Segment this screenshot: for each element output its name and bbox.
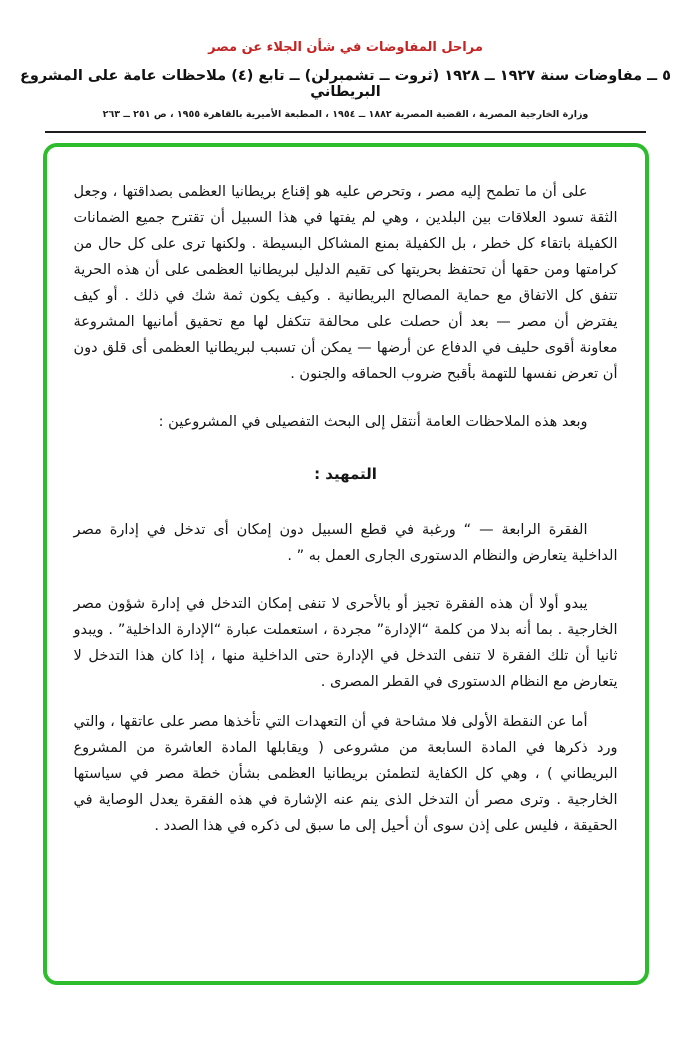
body-paragraph: على أن ما تطمح إليه مصر ، وتحرص عليه هو إقناع بريطانيا العظمى بصداقتها ، وجعل الثقة تسود العلاقات بين البلدين ، وهي لم يفتها في هذا السبيل أن تقترح جميع الضمانات الكفيلة باتقاء كل خطر ، بل الكفيلة بمنع المشاكل البسيطة . ولكنها ترى على كل حال من كرامتها ومن حقها أن تحتفظ بحريتها كى تقيم الدليل لبريطانيا العظمى على أن هذه الحرية تتفق كل الاتفاق مع حماية المصالح البريطانية . وكيف يكون ثمة شك في ذلك . أو كيف يفترض أن مصر — بعد أن حصلت على محالفة تتكفل لها مع تحقيق أمانيها المشروعة معاونة أقوى حليف في الدفاع عن أرضها — يمكن أن تسبب لبريطانيا العظمى أى قلق دون أن تعرض نفسها للتهمة بأقبح ضروب الحماقه والجنون . [73,184,618,382]
page-title: مراحل المفاوضات في شأن الجلاء عن مصر [208,40,483,55]
header-divider [45,131,646,133]
source-citation: وزارة الخارجية المصرية ، القضية المصرية ١٨٨٢ ــ ١٩٥٤ ، المطبعة الأميرية بالقاهرة ١٩٥٥ ، ص ٢٥١ ــ ٢٦٣ [102,109,589,120]
document-header [0,0,691,133]
body-paragraph: الفقرة الرابعة — “ ورغبة في قطع السبيل دون إمكان أى تدخل في إدارة مصر الداخلية يتعارض والنظام الدستورى الجارى العمل به ” . [73,522,618,564]
body-paragraph: وبعد هذه الملاحظات العامة أنتقل إلى البحث التفصيلى في المشروعين : [158,414,588,430]
scanned-text-frame [43,143,649,985]
page-subtitle: ٥ ــ مفاوضات سنة ١٩٢٧ ــ ١٩٢٨ (ثروت ــ تشمبرلن) ــ تابع (٤) ملاحظات عامة على المشروع البريطاني [19,68,671,100]
section-heading: التمهيد : [314,465,377,483]
body-paragraph: يبدو أولا أن هذه الفقرة تجيز أو بالأحرى لا تنفى إمكان التدخل في إدارة شؤون مصر الخارجية . بما أنه بدلا من كلمة “الإدارة” مجردة ، استعملت عبارة “الإدارة الداخلية” . ويبدو ثانيا أن تلك الفقرة لا تنفى التدخل في الإدارة حتى الداخلية منها ، إذا كان هذا التدخل لا يتعارض مع النظام الدستورى في القطر المصرى . [73,596,618,690]
body-paragraph: أما عن النقطة الأولى فلا مشاحة في أن التعهدات التي تأخذها مصر على عاتقها ، والتي ورد ذكرها في المادة السابعة من مشروعى ( ويقابلها المادة العاشرة من المشروع البريطاني ) ، وهي كل الكفاية لتطمئن بريطانيا العظمى بشأن خطة مصر في سياستها الخارجية . وترى مصر أن التدخل الذى ينم عنه الإشارة في هذه الفقرة يعدل الوصاية في الحقيقة ، فليس على إذن سوى أن أحيل إلى ما سبق لى ذكره في هذا الصدد . [73,714,618,834]
